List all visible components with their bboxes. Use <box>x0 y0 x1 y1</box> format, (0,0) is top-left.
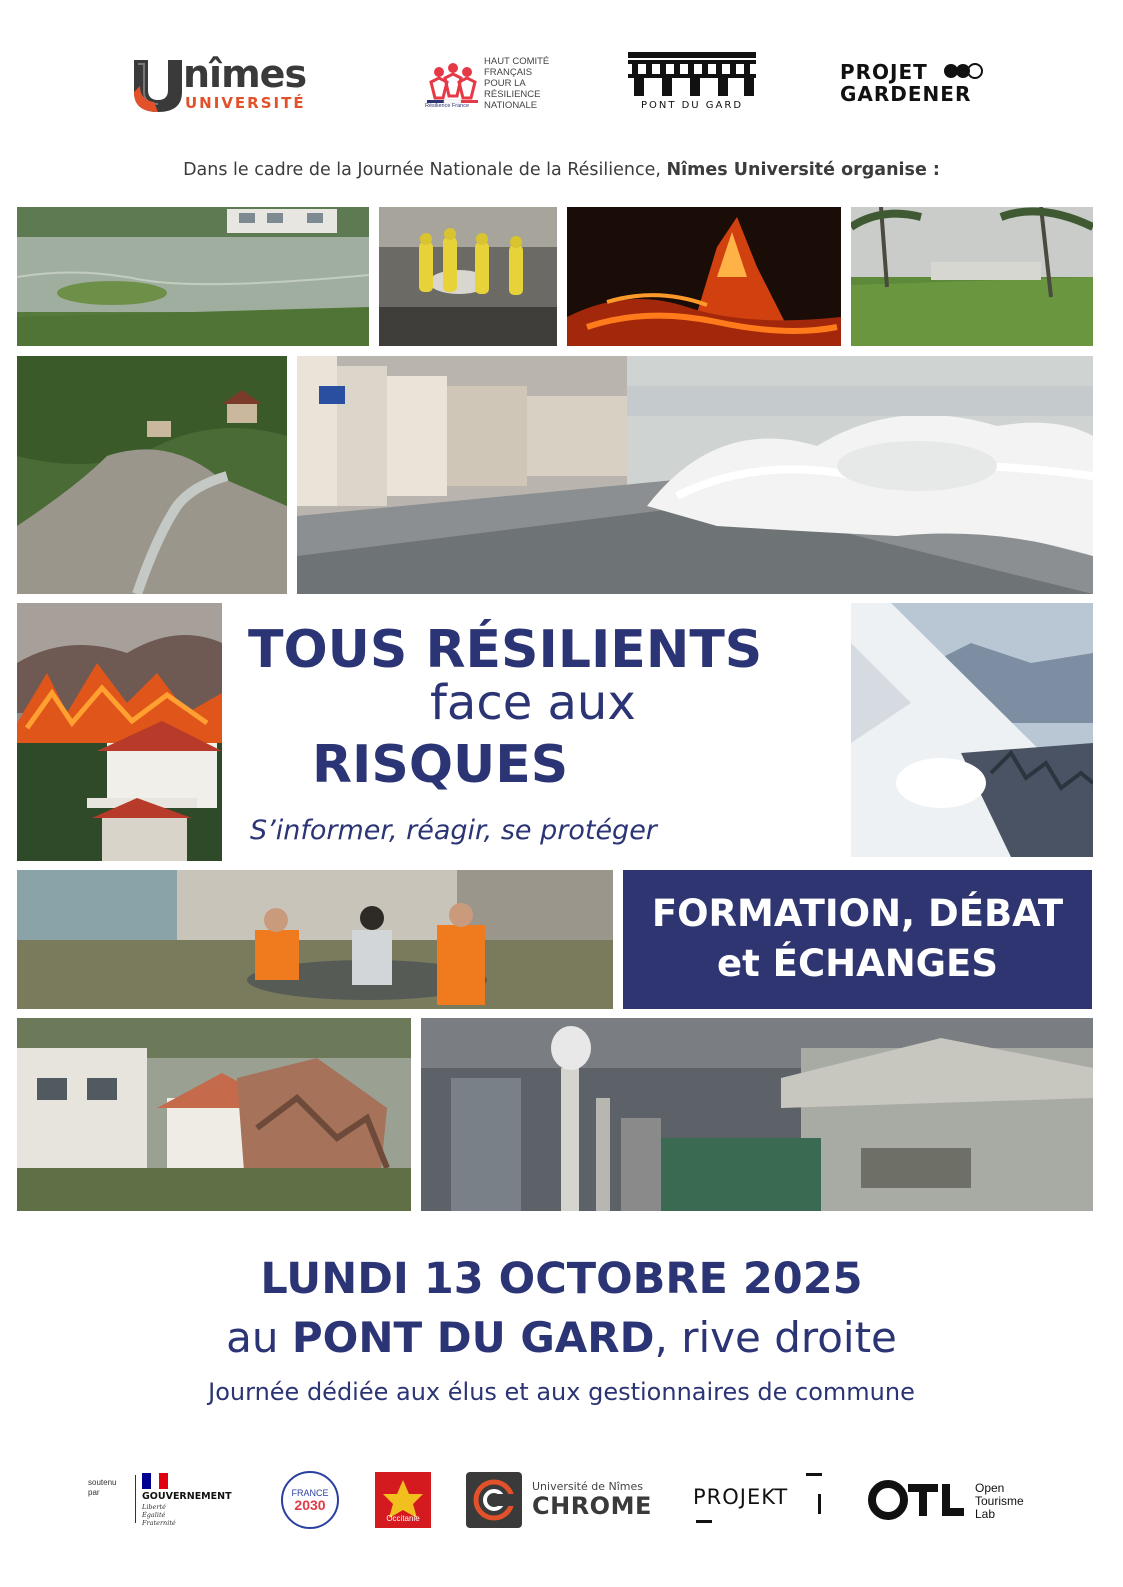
gardener-logo-line1: PROJET <box>840 60 928 84</box>
title-line-1: TOUS RÉSILIENTS <box>248 620 763 680</box>
title-line-2: face aux <box>430 675 636 731</box>
place-suffix: , rive droite <box>654 1313 897 1362</box>
event-place <box>0 1313 1123 1362</box>
photo-storm-palm-trees <box>851 207 1093 346</box>
banner-line-1: FORMATION, DÉBAT <box>651 892 1064 935</box>
banner-line-2: et ÉCHANGES <box>717 942 998 985</box>
motto-line: Égalité <box>142 1511 166 1519</box>
gardener-link-icon <box>942 62 984 80</box>
hcfrn-line: RÉSILIENCE <box>484 89 541 100</box>
pont-du-gard-logo-text: PONT DU GARD <box>640 100 744 111</box>
photo-avalanche-mountain <box>851 603 1093 857</box>
chrome-logo-mark <box>466 1472 522 1528</box>
projekt-logo: PROJEKT <box>693 1485 789 1509</box>
motto-line: Fraternité <box>142 1519 176 1527</box>
event-audience: Journée dédiée aux élus et aux gestionnaires de commune <box>208 1378 915 1406</box>
occitanie-logo <box>375 1472 431 1528</box>
photo-flood-rescue-boat <box>17 870 613 1009</box>
intro-text: Dans le cadre de la Journée Nationale de la Résilience, <box>183 160 667 180</box>
chrome-logo-line2: CHROME <box>532 1492 652 1520</box>
chrome-logo-line1: Université de Nîmes <box>532 1480 643 1493</box>
intro-sentence <box>0 160 1123 180</box>
svg-text:2030: 2030 <box>294 1497 326 1513</box>
hcfrn-line: NATIONALE <box>484 100 538 111</box>
photo-storm-waves-promenade <box>297 356 1093 594</box>
hcfrn-logo-subtitle: Résilience France <box>425 103 470 109</box>
place-name: PONT DU GARD <box>291 1313 655 1362</box>
hcfrn-logo-text <box>484 56 564 111</box>
nimes-logo-subtitle: UNIVERSITÉ <box>185 94 306 112</box>
photo-wildfire-house <box>17 603 222 861</box>
photo-earthquake-rubble <box>17 1018 411 1211</box>
event-date: LUNDI 13 OCTOBRE 2025 <box>260 1254 863 1304</box>
photo-lava-eruption <box>567 207 841 346</box>
otl-line: Tourisme <box>975 1494 1024 1508</box>
marianne-flag-icon <box>142 1473 168 1489</box>
hcfrn-logo-mark <box>427 62 479 104</box>
hcfrn-line: POUR LA <box>484 78 526 89</box>
nimes-logo-word: nîmes <box>183 52 307 96</box>
gardener-logo-line2: GARDENER <box>840 82 972 106</box>
photo-landslide-valley <box>17 356 287 594</box>
photo-flooded-field <box>17 207 369 346</box>
open-tourisme-lab-logo-mark <box>868 1480 968 1520</box>
occitanie-label: Occitanie <box>386 1514 420 1523</box>
pont-du-gard-logo-mark <box>628 52 756 100</box>
otl-line: Open <box>975 1481 1005 1495</box>
photo-industrial-plant <box>421 1018 1093 1211</box>
projekt-bar <box>696 1520 712 1523</box>
photo-oil-spill-cleanup <box>379 207 557 346</box>
motto-line: Liberté <box>142 1503 166 1511</box>
france-2030-logo <box>280 1470 340 1530</box>
gouvernement-motto <box>142 1503 176 1527</box>
title-line-3: RISQUES <box>312 735 569 795</box>
gouvernement-name: GOUVERNEMENT <box>142 1491 232 1502</box>
place-prefix: au <box>226 1313 292 1362</box>
projekt-bar <box>818 1494 821 1514</box>
soutenu-par-label: soutenu par <box>88 1478 117 1497</box>
title-subtitle: S’informer, réagir, se protéger <box>250 815 657 846</box>
gouvernement-divider <box>135 1475 136 1523</box>
intro-organiser: Nîmes Université organise : <box>666 160 940 180</box>
format-banner <box>623 870 1092 1009</box>
svg-text:FRANCE: FRANCE <box>291 1488 329 1498</box>
hcfrn-line: FRANÇAIS <box>484 67 533 78</box>
open-tourisme-lab-text <box>975 1482 1024 1521</box>
otl-line: Lab <box>975 1507 996 1521</box>
hcfrn-line: HAUT COMITÉ <box>484 56 550 67</box>
projekt-bar <box>806 1473 822 1476</box>
